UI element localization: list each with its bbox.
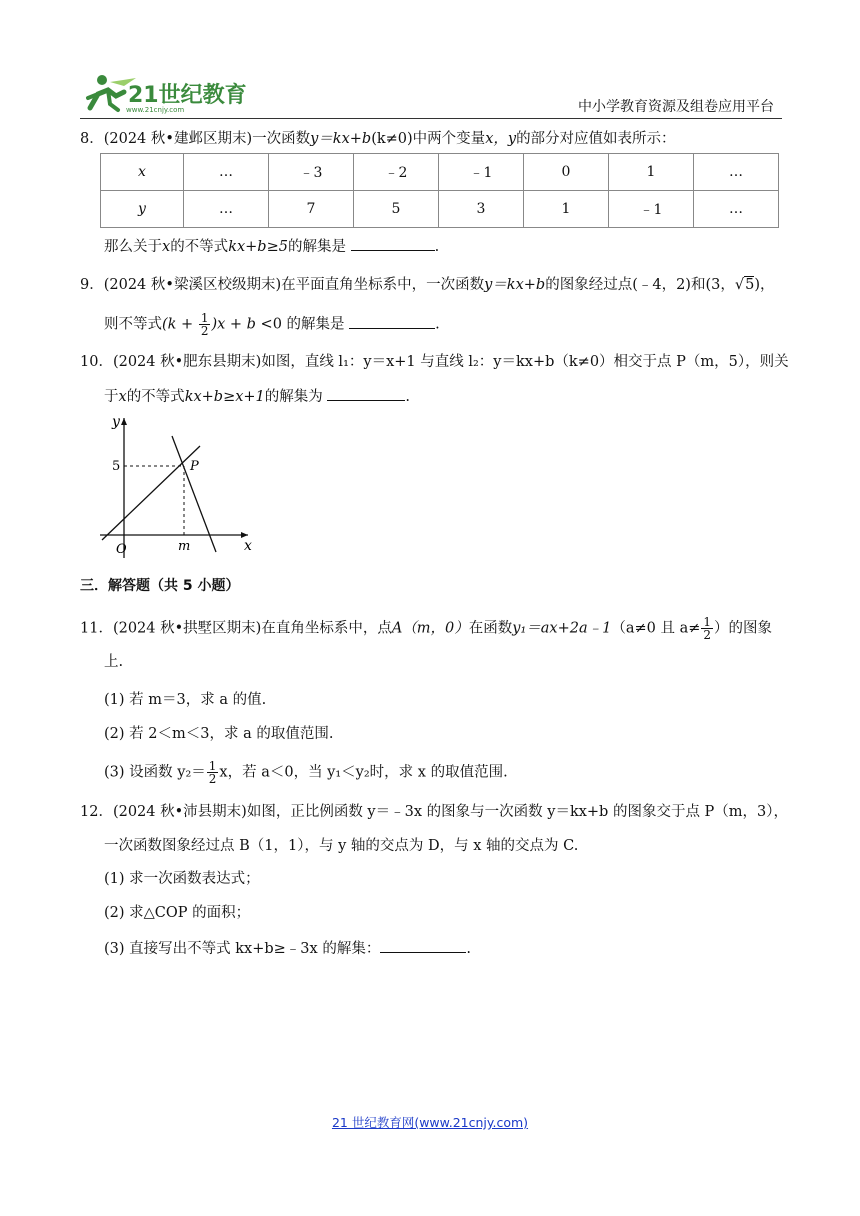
x-axis-label: x <box>244 538 252 554</box>
point-p-label: P <box>190 459 199 474</box>
table-cell: ﹣3 <box>269 154 354 191</box>
q9-line1: 9．(2024 秋•梁溪区校级期末)在平面直角坐标系中，一次函数y＝kx+b的图象经过点(﹣4，2)和(3，√5)， <box>80 277 775 293</box>
y-arrow-icon <box>121 418 127 425</box>
table-cell: … <box>694 191 779 228</box>
table-cell: y <box>101 191 184 228</box>
brand-logo <box>80 68 250 116</box>
table-cell: 1 <box>609 154 694 191</box>
q8-question: 那么关于x的不等式kx+b≥5的解集是 . <box>104 236 439 257</box>
q11-part1: (1) 若 m＝3，求 a 的值. <box>104 692 267 708</box>
origin-label: O <box>116 542 127 557</box>
table-cell: 0 <box>524 154 609 191</box>
q12-part2: (2) 求△COP 的面积； <box>104 905 251 921</box>
table-row-x <box>101 154 779 191</box>
q10-line2: 于x的不等式kx+b≥x+1的解集为 . <box>104 386 410 407</box>
logo-text: 21世纪教育 <box>128 83 247 108</box>
tick-m-label: m <box>178 539 191 554</box>
fraction: $\frac{1}{2}$ <box>200 311 209 338</box>
y-axis-label: y <box>112 414 120 430</box>
q10-graph <box>98 410 258 560</box>
table-cell: … <box>694 154 779 191</box>
q11-part3: (3) 设函数 y₂＝ $\frac{1}{2}$ x，若 a＜0，当 y₁＜y₂时，求 x 的取值范围. <box>104 759 508 786</box>
q12-part1: (1) 求一次函数表达式； <box>104 871 260 887</box>
answer-blank[interactable] <box>349 314 435 329</box>
answer-blank[interactable] <box>351 236 435 251</box>
table-cell: 1 <box>524 191 609 228</box>
logo-url: www.21cnjy.com <box>126 106 185 114</box>
platform-title: 中小学教育资源及组卷应用平台 <box>578 99 774 115</box>
table-cell: 3 <box>439 191 524 228</box>
table-cell: 5 <box>354 191 439 228</box>
fraction: $\frac{1}{2}$ <box>703 615 712 642</box>
q11-part2: (2) 若 2＜m＜3，求 a 的取值范围. <box>104 726 334 742</box>
q8-value-table <box>100 153 779 228</box>
table-cell: ﹣2 <box>354 154 439 191</box>
q12-line2: 一次函数图象经过点 B（1，1），与 y 轴的交点为 D，与 x 轴的交点为 C. <box>104 838 579 854</box>
header-divider <box>80 118 782 119</box>
table-cell: ﹣1 <box>609 191 694 228</box>
answer-blank[interactable] <box>380 938 466 953</box>
q11-line1: 11．(2024 秋•拱墅区期末)在直角坐标系中，点A（m，0）在函数y₁＝ax+2a﹣1（a≠0 且 a≠ $\frac{1}{2}$ ）的图象 <box>80 615 773 642</box>
q12-part3: (3) 直接写出不等式 kx+b≥﹣3x 的解集： . <box>104 938 471 959</box>
footer <box>0 1113 860 1131</box>
q9-line2: 则不等式(k + $\frac{1}{2}$ )x + b <0 的解集是 . <box>104 311 440 338</box>
q12-line1: 12．(2024 秋•沛县期末)如图，正比例函数 y＝﹣3x 的图象与一次函数 y＝kx+b 的图象交于点 P（m，3）， <box>80 804 789 820</box>
answer-blank[interactable] <box>327 386 405 401</box>
tick-5-label: 5 <box>112 459 121 474</box>
runner-icon <box>80 68 250 116</box>
q11-line2: 上. <box>104 654 124 670</box>
q10-line1: 10．(2024 秋•肥东县期末)如图，直线 l₁：y＝x+1 与直线 l₂：y＝kx+b（k≠0）相交于点 P（m，5），则关 <box>80 354 789 370</box>
table-cell: … <box>184 154 269 191</box>
table-row-y <box>101 191 779 228</box>
section-title: 三．解答题（共 5 小题） <box>80 578 240 594</box>
fraction: $\frac{1}{2}$ <box>208 759 217 786</box>
table-cell: … <box>184 191 269 228</box>
q8-stem: 8．(2024 秋•建邺区期末)一次函数y＝kx+b(k≠0)中两个变量x，y的部分对应值如表所示： <box>80 131 676 147</box>
table-cell: ﹣1 <box>439 154 524 191</box>
table-cell: 7 <box>269 191 354 228</box>
footer-link[interactable]: 21 世纪教育网(www.21cnjy.com) <box>331 1115 529 1130</box>
table-cell: x <box>101 154 184 191</box>
